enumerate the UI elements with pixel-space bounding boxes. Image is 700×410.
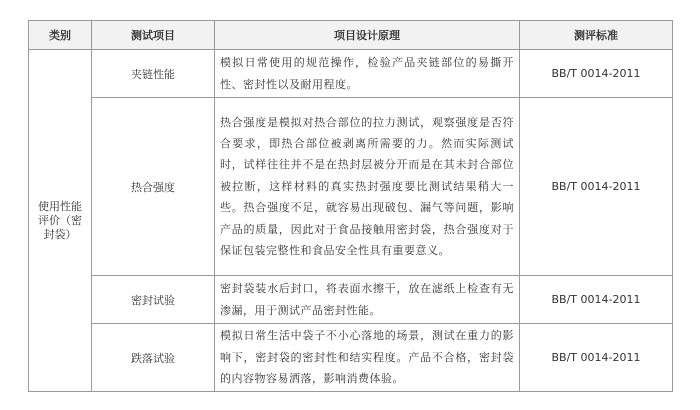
- table-row: [29, 98, 673, 276]
- item-cell: 夹链性能: [92, 50, 215, 98]
- table-row: [29, 324, 673, 392]
- standard-cell: BB/T 0014-2011: [520, 98, 673, 276]
- table-row: [29, 276, 673, 324]
- item-cell: 热合强度: [92, 98, 215, 276]
- standard-cell: BB/T 0014-2011: [520, 324, 673, 392]
- principle-cell: 热合强度是模拟对热合部位的拉力测试，观察强度是否符合要求，即热合部位被剥离所需要的力。然而实际测试时，试样往往并不是在热封层被分开而是在其未封合部位被拉断，这样材料的真实热封强度要比测试结果稍大一些。热合强度不足，就容易出现破包、漏气等问题，影响产品的质量，因此对于食品接触用密封袋，热合强度对于保证包装完整性和食品安全性具有重要意义。: [215, 98, 520, 276]
- standard-cell: BB/T 0014-2011: [520, 276, 673, 324]
- header-standard: 测评标准: [520, 21, 673, 50]
- principle-cell: 模拟日常使用的规范操作，检验产品夹链部位的易撕开性、密封性以及耐用程度。: [215, 50, 520, 98]
- table-header-row: [29, 21, 673, 50]
- header-item: 测试项目: [92, 21, 215, 50]
- header-principle: 项目设计原理: [215, 21, 520, 50]
- standard-cell: BB/T 0014-2011: [520, 50, 673, 98]
- category-cell: 使用性能评价（密封袋）: [29, 50, 92, 392]
- item-cell: 跌落试验: [92, 324, 215, 392]
- principle-cell: 密封袋装水后封口，将表面水擦干，放在滤纸上检查有无渗漏，用于测试产品密封性能。: [215, 276, 520, 324]
- item-cell: 密封试验: [92, 276, 215, 324]
- header-category: 类别: [29, 21, 92, 50]
- principle-cell: 模拟日常生活中袋子不小心落地的场景，测试在重力的影响下，密封袋的密封性和结实程度。产品不合格，密封袋的内容物容易洒落，影响消费体验。: [215, 324, 520, 392]
- table-row: [29, 50, 673, 98]
- spec-table: [28, 20, 673, 392]
